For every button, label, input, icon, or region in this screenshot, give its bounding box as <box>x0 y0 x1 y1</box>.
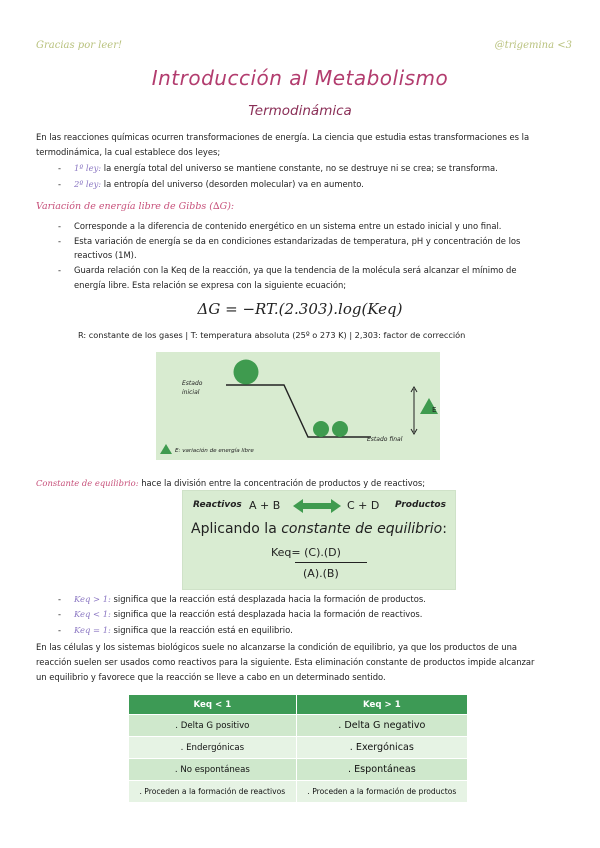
table-cell: . Endergónicas <box>129 737 297 759</box>
keq-case-1-label: Keq > 1: <box>74 594 111 604</box>
keq-numerator: Keq= (C).(D) <box>271 546 341 559</box>
initial-state-label: Estado <box>182 380 203 387</box>
intro-line-1: En las reacciones químicas ocurren transformaciones de energía. La ciencia que estudia estas transformaciones es la <box>36 132 530 142</box>
section-subtitle: Termodinámica <box>248 103 352 119</box>
applying-suffix: : <box>442 521 447 537</box>
header-note-right: @trigemina <3 <box>494 40 572 51</box>
keq-case-1-text: significa que la reacción está desplazada hacia la formación de productos. <box>113 594 426 604</box>
equilibrium-text: hace la división entre la concentración de productos y de reactivos; <box>141 478 426 488</box>
keq-case-3-label: Keq = 1: <box>74 625 111 635</box>
law-1-text: la energía total del universo se mantiene constante, no se destruye ni se crea; se transforma. <box>103 163 498 173</box>
intro-line-2: termodinámica, la cual establece dos leyes; <box>36 147 221 157</box>
applying-emphasis: constante de equilibrio <box>281 521 443 537</box>
table-cell: . Proceden a la formación de productos <box>296 781 467 803</box>
applying-row <box>183 521 455 537</box>
final-state-ball-2 <box>332 421 348 437</box>
reactants-formula: A + B <box>249 499 281 512</box>
closing-line-1: En las células y los sistemas biológicos suele no alcanzarse la condición de equilibrio, ya que los productos de una <box>36 642 518 652</box>
initial-state-label-2: inicial <box>182 389 200 396</box>
table-cell: . Exergónicas <box>296 737 467 759</box>
table-header-keq-less: Keq < 1 <box>129 695 297 715</box>
table-cell: . Espontáneas <box>296 759 467 781</box>
law-2-label: 2º ley: <box>74 179 102 189</box>
equation-legend: R: constante de los gases | T: temperatura absoluta (25º o 273 K) | 2,303: factor de corrección <box>78 330 466 340</box>
keq-case-2-text: significa que la reacción está desplazada hacia la formación de reactivos. <box>113 609 423 619</box>
gibbs-equation: ΔG = −RT.(2.303).log(Keq) <box>197 300 403 318</box>
table-row <box>129 759 468 781</box>
header-note-left: Gracias por leer! <box>36 40 123 51</box>
equilibrium-intro <box>36 476 566 491</box>
gibbs-item-3-text: Guarda relación con la Keq de la reacción, ya que la tendencia de la molécula será alcanzar el mínimo de <box>74 265 517 275</box>
reactants-label: Reactivos <box>193 500 242 510</box>
table-cell: . Proceden a la formación de reactivos <box>129 781 297 803</box>
law-1-label: 1º ley: <box>74 163 102 173</box>
diagram-legend: E: variación de energía libre <box>175 448 254 454</box>
products-formula: C + D <box>347 499 380 512</box>
keq-case-3-text: significa que la reacción está en equilibrio. <box>113 625 293 635</box>
gibbs-item-1-text: Corresponde a la diferencia de contenido energético en un sistema entre un estado inicial y uno final. <box>74 221 502 231</box>
keq-denominator: (A).(B) <box>303 567 339 580</box>
table-row <box>129 715 468 737</box>
final-state-label: Estado final <box>367 436 403 443</box>
keq-case-2-label: Keq < 1: <box>74 609 111 619</box>
table-row <box>129 781 468 803</box>
energy-diagram <box>156 352 440 460</box>
energy-side-label: E <box>432 406 437 414</box>
gibbs-item-2-text-cont: reactivos (1M). <box>74 250 137 260</box>
closing-line-2: reacción suelen ser usados como reactivos para la siguiente. Esta eliminación constante de productos impide alcanzar <box>36 657 535 667</box>
closing-line-3: un equilibrio y favorece que la reacción se lleve a cabo en un determinado sentido. <box>36 672 386 682</box>
fraction-line <box>295 562 367 563</box>
products-label: Productos <box>395 500 446 510</box>
diagram-background <box>156 352 440 460</box>
equilibrium-heading: Constante de equilibrio: <box>36 478 139 488</box>
table-cell: . Delta G negativo <box>296 715 467 737</box>
table-row <box>129 737 468 759</box>
keq-comparison-table <box>128 694 468 803</box>
table-header-keq-greater: Keq > 1 <box>296 695 467 715</box>
keq-box <box>182 490 456 590</box>
page-title: Introducción al Metabolismo <box>151 66 449 90</box>
gibbs-item-3-text-cont: energía libre. Esta relación se expresa con la siguiente ecuación; <box>74 280 347 290</box>
table-header-row <box>129 695 468 715</box>
law-2-text: la entropía del universo (desorden molecular) va en aumento. <box>103 179 364 189</box>
table-cell: . Delta G positivo <box>129 715 297 737</box>
final-state-ball-1 <box>313 421 329 437</box>
applying-prefix: Aplicando la <box>191 521 277 537</box>
gibbs-heading: Variación de energía libre de Gibbs (∆G): <box>36 201 235 212</box>
initial-state-ball <box>234 360 259 385</box>
double-arrow-icon <box>293 499 341 513</box>
gibbs-item-2-text: Esta variación de energía se da en condiciones estandarizadas de temperatura, pH y concentración de los <box>74 236 521 246</box>
table-cell: . No espontáneas <box>129 759 297 781</box>
